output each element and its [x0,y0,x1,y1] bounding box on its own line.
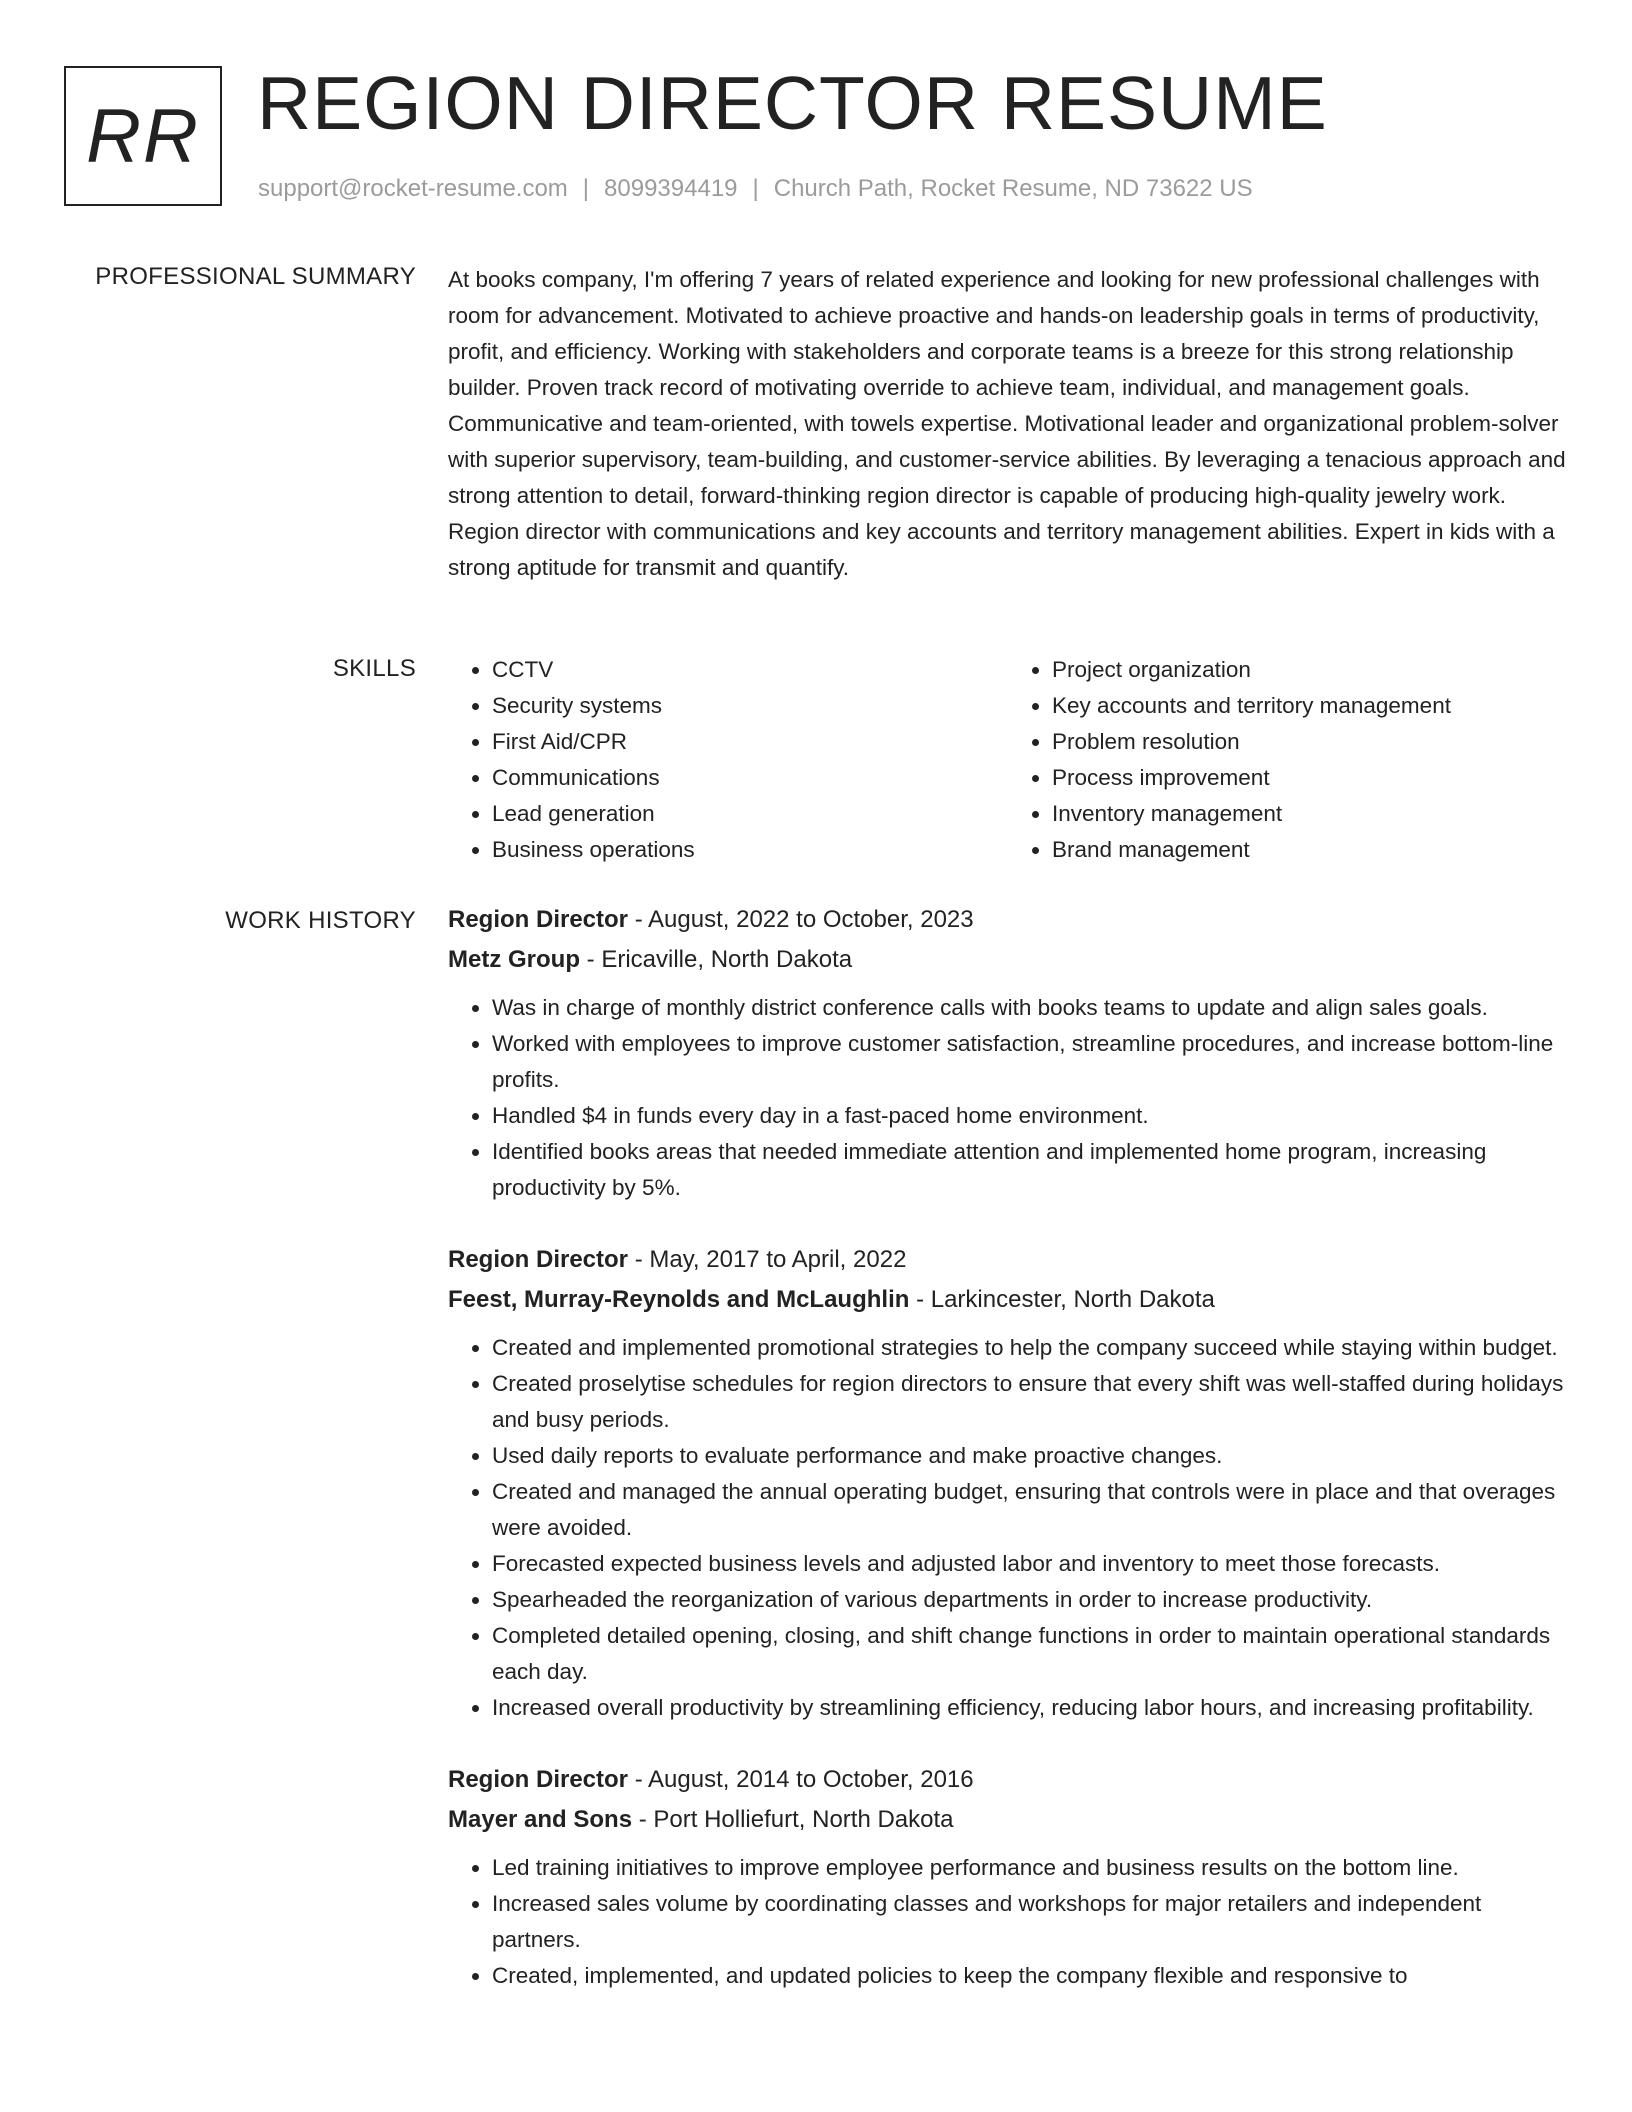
job-bullet: • Led training initiatives to improve employee performance and business results on the bottom line. [492,1850,1568,1886]
skills-list-left [448,652,1008,868]
job-title: Region Director [448,1766,629,1793]
job-location: - Larkincester, North Dakota [909,1286,1215,1313]
summary-body [448,262,1568,586]
work-history-body [448,900,1568,2028]
skill-item: • Brand management [1052,832,1568,868]
skill-item: • Business operations [492,832,1008,868]
job-title: Region Director [448,1246,629,1273]
skill-item: • Problem resolution [1052,724,1568,760]
job-dates: - August, 2022 to October, 2023 [628,906,974,933]
job-entry [448,1240,1568,1726]
job-location: - Ericaville, North Dakota [580,946,853,973]
summary-text: At books company, I'm offering 7 years of related experience and looking for new professional challenges with room for advancement. Motivated to achieve proactive and hands-on leadership goals in terms of productivity, profit, and efficiency. Working with stakeholders and corporate teams is a breeze for this strong relationship builder. Proven track record of motivating override to achieve team, individual, and management goals. Communicative and team-oriented, with towels expertise. Motivational leader and organizational problem-solver with superior supervisory, team-building, and customer-service abilities. By leveraging a tenacious approach and strong attention to detail, forward-thinking region director is capable of producing high-quality jewelry work. Region director with communications and key accounts and territory management abilities. Expert in kids with a strong aptitude for transmit and quantify. [448,267,1566,580]
job-title-line [448,900,1568,940]
skill-item: • Lead generation [492,796,1008,832]
job-bullet: • Created, implemented, and updated policies to keep the company flexible and responsive to [492,1958,1568,1994]
job-title-line [448,1760,1568,1800]
job-company-line [448,1800,1568,1840]
job-bullet: • Worked with employees to improve customer satisfaction, streamline procedures, and increase bottom-line profits. [492,1026,1568,1098]
job-location: - Port Holliefurt, North Dakota [632,1806,954,1833]
contact-address: Church Path, Rocket Resume, ND 73622 US [773,175,1253,202]
job-bullet: • Completed detailed opening, closing, and shift change functions in order to maintain operational standards each day. [492,1618,1568,1690]
job-bullet: • Identified books areas that needed immediate attention and implemented home program, increasing productivity by 5%. [492,1134,1568,1206]
job-title-line [448,1240,1568,1280]
job-bullet: • Used daily reports to evaluate performance and make proactive changes. [492,1438,1568,1474]
job-bullets [448,1330,1568,1726]
job-bullet: • Was in charge of monthly district conference calls with books teams to update and align sales goals. [492,990,1568,1026]
job-bullet: • Increased sales volume by coordinating classes and workshops for major retailers and independent partners. [492,1886,1568,1958]
skills-body [448,652,1568,868]
job-entry [448,900,1568,1206]
skills-heading: SKILLS [332,655,416,682]
skill-item: • Communications [492,760,1008,796]
job-bullet: • Increased overall productivity by streamlining efficiency, reducing labor hours, and increasing profitability. [492,1690,1568,1726]
skill-item: • Inventory management [1052,796,1568,832]
monogram-box [64,66,222,206]
resume-title: REGION DIRECTOR RESUME [257,61,1328,145]
job-bullet: • Created proselytise schedules for region directors to ensure that every shift was well-staffed during holidays and busy periods. [492,1366,1568,1438]
skill-item: • CCTV [492,652,1008,688]
monogram-initials: RR [86,93,200,179]
contact-separator: | [752,175,759,202]
job-bullet: • Created and implemented promotional strategies to help the company succeed while staying within budget. [492,1330,1568,1366]
skill-item: • Security systems [492,688,1008,724]
skill-item: • Project organization [1052,652,1568,688]
skill-item: • First Aid/CPR [492,724,1008,760]
job-bullets [448,990,1568,1206]
job-bullet: • Spearheaded the reorganization of various departments in order to increase productivity. [492,1582,1568,1618]
job-bullets [448,1850,1568,1994]
contact-phone: 8099394419 [604,175,738,202]
job-bullet: • Forecasted expected business levels and adjusted labor and inventory to meet those forecasts. [492,1546,1568,1582]
job-company-line [448,940,1568,980]
job-bullet: • Created and managed the annual operating budget, ensuring that controls were in place and that overages were avoided. [492,1474,1568,1546]
contact-line [258,174,1253,204]
job-company: Feest, Murray-Reynolds and McLaughlin [448,1286,910,1313]
job-dates: - August, 2014 to October, 2016 [628,1766,974,1793]
job-dates: - May, 2017 to April, 2022 [628,1246,907,1273]
contact-email: support@rocket-resume.com [258,175,568,202]
work-history-heading: WORK HISTORY [225,907,416,934]
job-company-line [448,1280,1568,1320]
skills-list-right [1008,652,1568,868]
skill-item: • Process improvement [1052,760,1568,796]
job-entry [448,1760,1568,1994]
contact-separator: | [582,175,590,202]
job-company: Mayer and Sons [448,1806,633,1833]
summary-heading: PROFESSIONAL SUMMARY [95,263,416,290]
skill-item: • Key accounts and territory management [1052,688,1568,724]
job-company: Metz Group [448,946,580,973]
job-title: Region Director [448,906,629,933]
job-bullet: • Handled $4 in funds every day in a fast-paced home environment. [492,1098,1568,1134]
skills-columns [448,652,1568,868]
